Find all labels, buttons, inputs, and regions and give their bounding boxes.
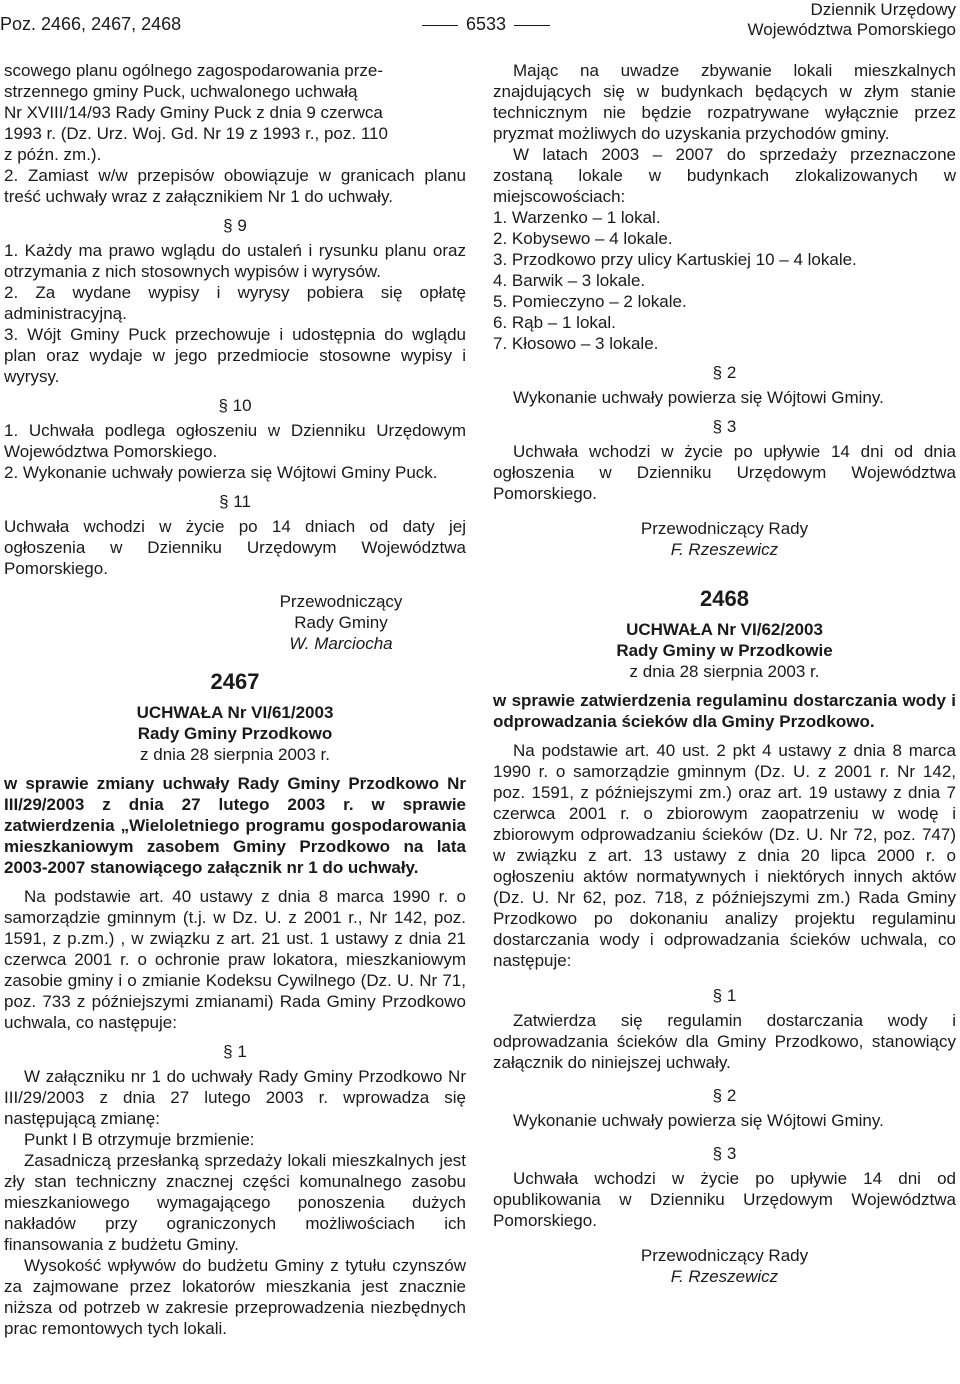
amendment-paragraph-2: Wysokość wpływów do budżetu Gminy z tytułu czynszów za zajmowane przez lokatorów mieszkania jest znacznie niższa od potrzeb w zakresie przeprowadzenia niezbędnych prac remontowych tych lokali. xyxy=(4,1256,466,1338)
section-3-text: Uchwała wchodzi w życie po upływie 14 dni od opublikowania w Dzienniku Urzędowym Województwa Pomorskiego. xyxy=(493,1169,956,1230)
header-dash-left xyxy=(422,25,458,26)
intro-continuation xyxy=(4,60,466,165)
section-10-point-2: 2. Wykonanie uchwały powierza się Wójtowi Gminy Puck. xyxy=(4,463,438,482)
section-9-point-3: 3. Wójt Gminy Puck przechowuje i udostępnia do wglądu plan oraz wydaje w jego przedmiocie stosowne wypisy i wyrysy. xyxy=(4,325,466,386)
header-dash-right xyxy=(514,25,550,26)
signature-title: Przewodniczący Rady xyxy=(640,1246,809,1265)
resolution-body: Rady Gminy Przodkowo xyxy=(137,724,333,743)
page-header xyxy=(0,0,960,48)
signature-name: F. Rzeszewicz xyxy=(670,540,779,559)
page-number: 6533 xyxy=(466,14,507,34)
resolution-subject: w sprawie zatwierdzenia regulaminu dostarczania wody i odprowadzania ścieków dla Gminy Przodkowo. xyxy=(493,691,956,731)
list-item: 5. Pomieczyno – 2 lokale. xyxy=(493,292,687,311)
section-3-heading: § 3 xyxy=(712,417,737,436)
legal-basis: Na podstawie art. 40 ustawy z dnia 8 marca 1990 r. o samorządzie gminnym (t.j. w Dz. U. z 2001 r., Nr 142, poz. 1591, z p.zm.) , w związku z art. 21 ust. 1 ustawy z dnia 21 czerwca 2001 r. o ochronie praw lokatora, mieszkaniowym zasobie gminy i o zmianie Kodeksu Cywilnego (Dz. U. Nr 71, poz. 733 z późniejszymi zmianami) Rada Gminy Przodkowo uchwala, co następuje: xyxy=(4,887,466,1032)
resolution-body: Rady Gminy w Przodkowie xyxy=(616,641,833,660)
intro-line: z późn. zm.). xyxy=(4,145,102,164)
section-1-text: Zatwierdza się regulamin dostarczania wody i odprowadzania ścieków dla Gminy Przodkowo, stanowiący załącznik do niniejszej uchwały. xyxy=(493,1011,956,1072)
signature-name: F. Rzeszewicz xyxy=(670,1267,779,1286)
journal-line-2: Województwa Pomorskiego xyxy=(747,20,956,39)
resolution-date: z dnia 28 sierpnia 2003 r. xyxy=(140,745,330,764)
section-3-heading: § 3 xyxy=(712,1144,737,1163)
section-1-heading: § 1 xyxy=(712,986,737,1005)
signature-title-1: Przewodniczący xyxy=(279,592,403,611)
left-column xyxy=(4,60,466,1339)
section-1-heading: § 1 xyxy=(223,1042,247,1061)
section-9-point-2: 2. Za wydane wypisy i wyrysy pobiera się opłatę administracyjną. xyxy=(4,283,466,323)
signature-title-2: Rady Gminy xyxy=(294,613,388,632)
header-positions: Poz. 2466, 2467, 2468 xyxy=(0,14,182,34)
localities-list xyxy=(493,207,956,354)
position-number-2468: 2468 xyxy=(700,586,749,611)
header-page-number xyxy=(414,14,558,35)
section-10-heading: § 10 xyxy=(218,396,252,415)
section-11-heading: § 11 xyxy=(219,492,251,511)
resolution-subject: w sprawie zmiany uchwały Rady Gminy Przodkowo Nr III/29/2003 z dnia 27 lutego 2003 r. w sprawie zatwierdzenia „Wieloletniego programu gospodarowania mieszkaniowym zasobem Gminy Przodkowo na lata 2003-2007 stanowiącego załącznik nr 1 do uchwały. xyxy=(4,774,466,877)
resolution-date: z dnia 28 sierpnia 2003 r. xyxy=(629,662,820,681)
section-9-point-1: 1. Każdy ma prawo wglądu do ustaleń i rysunku planu oraz otrzymania z nich stosownych wypisów i wyrysów. xyxy=(4,241,466,281)
resolution-title: UCHWAŁA Nr VI/62/2003 xyxy=(626,620,823,639)
legal-basis: Na podstawie art. 40 ust. 2 pkt 4 ustawy z dnia 8 marca 1990 r. o samorządzie gminnym (Dz. U. z 2001 r. Nr 142, poz. 1591, z późniejszymi zm.) oraz art. 19 ustawy z dnia 7 czerwca 2001 r. o zbiorowym zaopatrzeniu w wodę i zbiorowym odprowadzaniu ścieków (Dz. U. Nr 72, poz. 747) w związku z art. 13 ustawy z dnia 20 lipca 2000 r. o ogłoszeniu aktów normatywnych i niektórych innych aktów (Dz. U. Nr 62, poz. 718, z późniejszymi zm.) Rada Gminy Przodkowo po dokonaniu analizy projektu regulaminu dostarczania wody i odprowadzania ścieków uchwala, co następuje: xyxy=(493,741,956,970)
amendment-paragraph-1: Zasadniczą przesłanką sprzedaży lokali mieszkalnych jest zły stan techniczny znacznej części komunalnego zasobu mieszkaniowego wymagającego ponoszenia dużych nakładów przy ograniczonych możliwościach ich finansowania z budżetu Gminy. xyxy=(4,1151,466,1254)
list-item: 7. Kłosowo – 3 lokale. xyxy=(493,334,659,353)
signature-title: Przewodniczący Rady xyxy=(640,519,809,538)
amendment-paragraph-4: W latach 2003 – 2007 do sprzedaży przeznaczone zostaną lokale w budynkach zlokalizowanych w miejscowościach: xyxy=(493,145,956,206)
header-journal xyxy=(748,0,957,40)
position-number-2467: 2467 xyxy=(210,669,260,694)
list-item: 1. Warzenko – 1 lokal. xyxy=(493,208,661,227)
signature-block xyxy=(4,579,466,663)
section-9-heading: § 9 xyxy=(223,216,247,235)
intro-line: Nr XVIII/14/93 Rady Gminy Puck z dnia 9 czerwca xyxy=(4,103,383,122)
list-item: 3. Przodkowo przy ulicy Kartuskiej 10 – 4 lokale. xyxy=(493,250,857,269)
journal-line-1: Dziennik Urzędowy xyxy=(810,0,956,19)
resolution-title: UCHWAŁA Nr VI/61/2003 xyxy=(136,703,334,722)
section-2-text: Wykonanie uchwały powierza się Wójtowi Gminy. xyxy=(513,388,884,407)
point-heading: Punkt I B otrzymuje brzmienie: xyxy=(24,1130,255,1149)
section-2-heading: § 2 xyxy=(712,1086,737,1105)
section-1-text: W załączniku nr 1 do uchwały Rady Gminy Przodkowo Nr III/29/2003 z dnia 27 lutego 2003 r. wprowadza się następującą zmianę: xyxy=(4,1067,466,1128)
section-2-heading: § 2 xyxy=(712,363,737,382)
intro-line: scowego planu ogólnego zagospodarowania prze- xyxy=(4,61,383,80)
amendment-paragraph-3: Mając na uwadze zbywanie lokali mieszkalnych znajdujących się w budynkach będących w złym stanie technicznym nie będzie rozpatrywane wyłącznie przez pryzmat możliwych do uzyskania przychodów gminy. xyxy=(493,61,956,143)
intro-line: strzennego gminy Puck, uchwalonego uchwałą xyxy=(4,82,358,101)
list-item: 2. Kobysewo – 4 lokale. xyxy=(493,229,673,248)
paragraph-2: 2. Zamiast w/w przepisów obowiązuje w granicach planu treść uchwały wraz z załącznikiem Nr 1 do uchwały. xyxy=(4,166,466,206)
section-2-text: Wykonanie uchwały powierza się Wójtowi Gminy. xyxy=(513,1111,884,1130)
section-3-text: Uchwała wchodzi w życie po upływie 14 dni od dnia ogłoszenia w Dzienniku Urzędowym Województwa Pomorskiego. xyxy=(493,442,956,503)
right-column xyxy=(493,60,956,1287)
list-item: 6. Rąb – 1 lokal. xyxy=(493,313,616,332)
signature-name: W. Marciocha xyxy=(289,634,393,653)
section-10-point-1: 1. Uchwała podlega ogłoszeniu w Dzienniku Urzędowym Województwa Pomorskiego. xyxy=(4,421,466,461)
intro-line: 1993 r. (Dz. Urz. Woj. Gd. Nr 19 z 1993 r., poz. 110 xyxy=(4,124,388,143)
section-11-text: Uchwała wchodzi w życie po 14 dniach od daty jej ogłoszenia w Dzienniku Urzędowym Województwa Pomorskiego. xyxy=(4,517,466,578)
list-item: 4. Barwik – 3 lokale. xyxy=(493,271,646,290)
